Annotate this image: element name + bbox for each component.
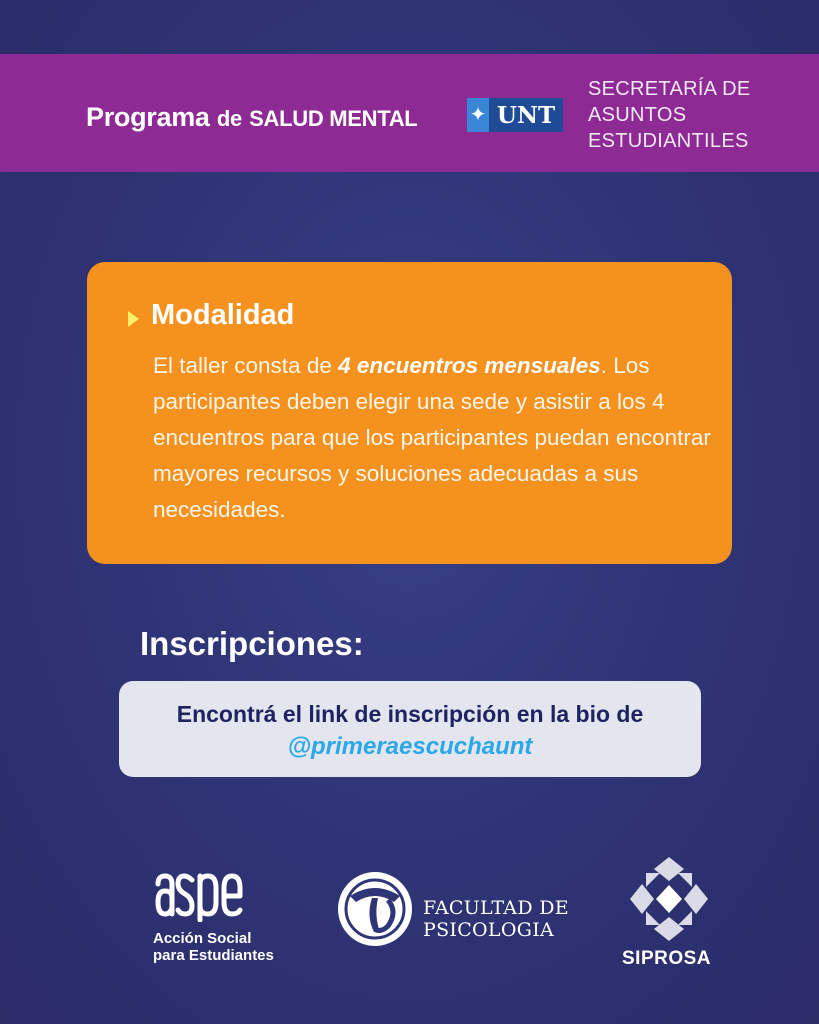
modalidad-title: Modalidad (151, 299, 295, 331)
program-word: Programa (86, 102, 210, 132)
aspe-sub-line-2: para Estudiantes (153, 947, 274, 964)
aspe-subtitle (153, 930, 303, 964)
aspe-sub-line-1: Acción Social (153, 930, 252, 947)
secretaria-line-1: SECRETARÍA DE (588, 78, 751, 100)
inscripciones-line: Encontrá el link de inscripción en la bio de (176, 701, 644, 727)
star-icon: ✦ (467, 98, 489, 132)
secretaria-line-2: ASUNTOS (588, 104, 687, 126)
inscripciones-box (119, 681, 701, 777)
psicologia-label (423, 897, 573, 941)
modalidad-text-emphasis: 4 encuentros mensuales (338, 353, 601, 378)
program-name: SALUD MENTAL (249, 106, 418, 131)
psico-line-1: FACULTAD DE (423, 897, 569, 919)
modalidad-text-before: El taller consta de (153, 353, 339, 378)
psico-line-2: PSICOLOGIA (423, 919, 555, 941)
triangle-bullet-icon (128, 311, 139, 327)
siprosa-logo (626, 855, 712, 943)
program-title (86, 102, 417, 134)
unt-logo (467, 98, 563, 132)
secretaria-line-3: ESTUDIANTILES (588, 130, 749, 152)
instagram-handle-link[interactable]: @primeraescuchaunt (287, 733, 533, 760)
modalidad-text (153, 348, 713, 528)
aspe-logo (152, 858, 246, 922)
secretaria-label (588, 76, 788, 154)
psicologia-logo (336, 870, 414, 948)
modalidad-text-after: . Los participantes deben elegir una sede y asistir a los 4 encuentros para que los participantes puedan encontrar mayores recursos y soluciones adecuadas a sus necesidades. (153, 353, 711, 522)
unt-label: UNT (489, 98, 563, 132)
siprosa-label: SIPROSA (622, 948, 712, 969)
program-de: de (216, 106, 242, 131)
inscripciones-title: Inscripciones: (140, 625, 364, 662)
